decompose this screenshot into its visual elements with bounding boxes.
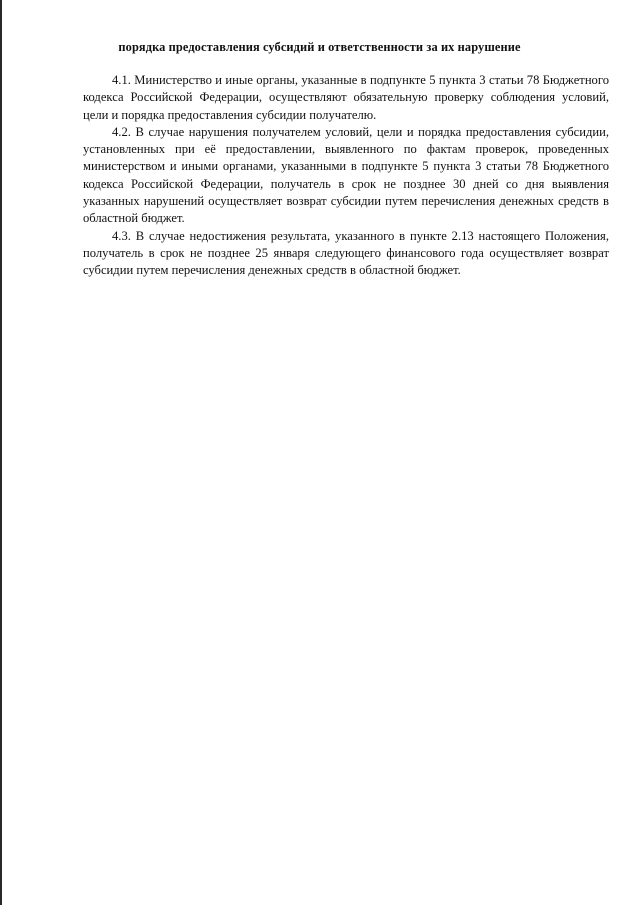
- document-body: [83, 72, 609, 280]
- paragraph-4-2: 4.2. В случае нарушения получателем условий, цели и порядка предоставления субсидии, установленных при её предоставлении, выявленного по фактам проверок, проведенных министерством и иными органами, указанными в подпункте 5 пункта 3 статьи 78 Бюджетного кодекса Российской Федерации, получатель в срок не позднее 30 дней со дня выявления указанных нарушений осуществляет возврат субсидии путем перечисления денежных средств в областной бюджет.: [83, 124, 609, 226]
- scan-border: [0, 0, 2, 905]
- section-heading: порядка предоставления субсидий и ответственности за их нарушение: [118, 40, 521, 54]
- paragraph-4-3: 4.3. В случае недостижения результата, указанного в пункте 2.13 настоящего Положения, получатель в срок не позднее 25 января следующего финансового года осуществляет возврат субсидии путем перечисления денежных средств в областной бюджет.: [83, 228, 609, 278]
- paragraph-4-1: 4.1. Министерство и иные органы, указанные в подпункте 5 пункта 3 статьи 78 Бюджетного кодекса Российской Федерации, осуществляют обязательную проверку соблюдения условий, цели и порядка предоставления субсидии получателю.: [83, 73, 609, 122]
